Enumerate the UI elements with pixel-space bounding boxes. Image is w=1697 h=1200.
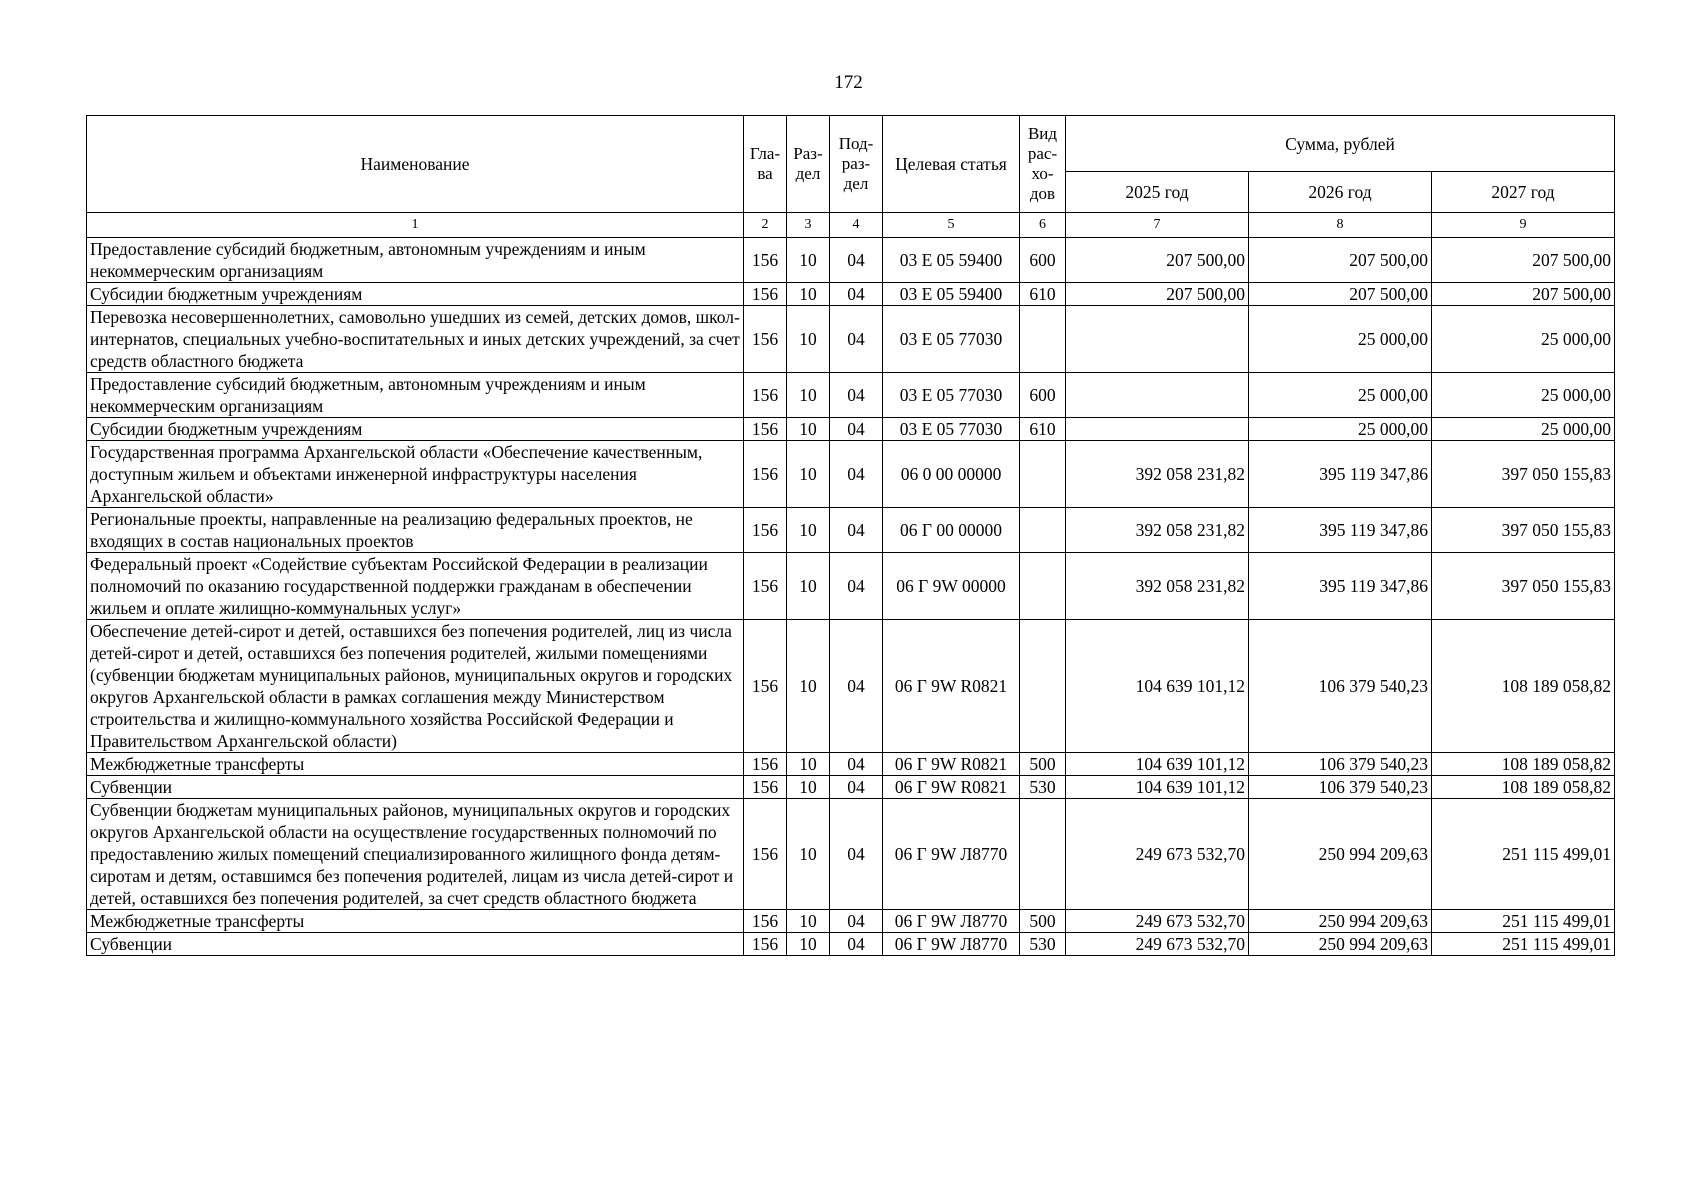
cell-tselevaya-statya: 03 Е 05 77030: [883, 306, 1020, 373]
cell-amount-2026: 395 119 347,86: [1249, 553, 1432, 620]
cell-podrazdel: 04: [830, 283, 883, 306]
column-number: 5: [883, 213, 1020, 238]
cell-amount-2027: 397 050 155,83: [1432, 508, 1615, 553]
cell-amount-2027: 25 000,00: [1432, 373, 1615, 418]
cell-amount-2026: 250 994 209,63: [1249, 910, 1432, 933]
table-row: [87, 283, 1615, 306]
header-glava: Гла-ва: [744, 116, 787, 213]
cell-vid-rashodov: [1020, 620, 1066, 753]
cell-razdel: 10: [787, 910, 830, 933]
cell-name: Предоставление субсидий бюджетным, автономным учреждениям и иным некоммерческим организациям: [87, 238, 744, 283]
cell-name: Субвенции: [87, 933, 744, 956]
cell-tselevaya-statya: 06 Г 9W Л8770: [883, 933, 1020, 956]
cell-glava: 156: [744, 933, 787, 956]
cell-podrazdel: 04: [830, 441, 883, 508]
cell-podrazdel: 04: [830, 553, 883, 620]
cell-podrazdel: 04: [830, 238, 883, 283]
cell-amount-2025: 207 500,00: [1066, 283, 1249, 306]
cell-name: Субсидии бюджетным учреждениям: [87, 418, 744, 441]
cell-amount-2027: 251 115 499,01: [1432, 799, 1615, 910]
cell-razdel: 10: [787, 799, 830, 910]
table-row: [87, 753, 1615, 776]
cell-tselevaya-statya: 06 Г 9W Л8770: [883, 910, 1020, 933]
cell-tselevaya-statya: 06 Г 9W R0821: [883, 776, 1020, 799]
column-number: 1: [87, 213, 744, 238]
cell-amount-2025: 249 673 532,70: [1066, 933, 1249, 956]
cell-amount-2025: 249 673 532,70: [1066, 799, 1249, 910]
cell-name: Предоставление субсидий бюджетным, автономным учреждениям и иным некоммерческим организациям: [87, 373, 744, 418]
cell-name: Межбюджетные трансферты: [87, 910, 744, 933]
table-header: [87, 116, 1615, 213]
column-number: 4: [830, 213, 883, 238]
table-row: [87, 620, 1615, 753]
cell-amount-2026: 106 379 540,23: [1249, 776, 1432, 799]
cell-amount-2027: 108 189 058,82: [1432, 753, 1615, 776]
cell-amount-2025: 392 058 231,82: [1066, 441, 1249, 508]
header-year-2027: 2027 год: [1432, 172, 1615, 213]
cell-amount-2026: 395 119 347,86: [1249, 508, 1432, 553]
table-row: [87, 306, 1615, 373]
cell-amount-2026: 250 994 209,63: [1249, 799, 1432, 910]
cell-name: Федеральный проект «Содействие субъектам Российской Федерации в реализации полномочий по оказанию государственной поддержки гражданам в обеспечении жильем и оплате жилищно-коммунальных услуг»: [87, 553, 744, 620]
cell-podrazdel: 04: [830, 776, 883, 799]
cell-vid-rashodov: 600: [1020, 238, 1066, 283]
cell-podrazdel: 04: [830, 910, 883, 933]
cell-podrazdel: 04: [830, 418, 883, 441]
cell-vid-rashodov: 530: [1020, 933, 1066, 956]
cell-name: Межбюджетные трансферты: [87, 753, 744, 776]
table-row: [87, 238, 1615, 283]
cell-amount-2026: 207 500,00: [1249, 238, 1432, 283]
cell-glava: 156: [744, 283, 787, 306]
cell-razdel: 10: [787, 306, 830, 373]
cell-amount-2027: 397 050 155,83: [1432, 553, 1615, 620]
cell-amount-2027: 251 115 499,01: [1432, 910, 1615, 933]
cell-razdel: 10: [787, 776, 830, 799]
column-number: 7: [1066, 213, 1249, 238]
cell-glava: 156: [744, 418, 787, 441]
cell-glava: 156: [744, 306, 787, 373]
cell-razdel: 10: [787, 238, 830, 283]
column-number: 6: [1020, 213, 1066, 238]
cell-tselevaya-statya: 03 Е 05 77030: [883, 418, 1020, 441]
cell-tselevaya-statya: 03 Е 05 77030: [883, 373, 1020, 418]
cell-vid-rashodov: [1020, 306, 1066, 373]
page-number: 172: [834, 72, 863, 93]
cell-tselevaya-statya: 06 Г 9W R0821: [883, 620, 1020, 753]
cell-podrazdel: 04: [830, 373, 883, 418]
cell-vid-rashodov: 500: [1020, 910, 1066, 933]
cell-amount-2026: 395 119 347,86: [1249, 441, 1432, 508]
header-podrazdel: Под-раз-дел: [830, 116, 883, 213]
column-number-row: [87, 213, 1615, 238]
cell-vid-rashodov: 610: [1020, 283, 1066, 306]
cell-glava: 156: [744, 753, 787, 776]
cell-razdel: 10: [787, 508, 830, 553]
cell-name: Субвенции бюджетам муниципальных районов, муниципальных округов и городских округов Архангельской области на осуществление государственных полномочий по предоставлению жилых помещений специализированного жилищного фонда детям-сиротам и детям, оставшимся без попечения родителей, лицам из числа детей-сирот и детей, оставшихся без попечения родителей, за счет средств областного бюджета: [87, 799, 744, 910]
cell-vid-rashodov: 600: [1020, 373, 1066, 418]
table-row: [87, 508, 1615, 553]
cell-name: Перевозка несовершеннолетних, самовольно ушедших из семей, детских домов, школ-интернатов, специальных учебно-воспитательных и иных детских учреждений, за счет средств областного бюджета: [87, 306, 744, 373]
cell-glava: 156: [744, 238, 787, 283]
cell-amount-2026: 250 994 209,63: [1249, 933, 1432, 956]
cell-glava: 156: [744, 620, 787, 753]
cell-amount-2026: 25 000,00: [1249, 306, 1432, 373]
column-number: 2: [744, 213, 787, 238]
header-name: Наименование: [87, 116, 744, 213]
cell-name: Государственная программа Архангельской области «Обеспечение качественным, доступным жильем и объектами инженерной инфраструктуры населения Архангельской области»: [87, 441, 744, 508]
cell-name: Обеспечение детей-сирот и детей, оставшихся без попечения родителей, лиц из числа детей-сирот и детей, оставшихся без попечения родителей, жилыми помещениями (субвенции бюджетам муниципальных районов, муниципальных округов и городских округов Архангельской области в рамках соглашения между Министерством строительства и жилищно-коммунального хозяйства Российской Федерации и Правительством Архангельской области): [87, 620, 744, 753]
cell-amount-2027: 25 000,00: [1432, 306, 1615, 373]
header-year-2026: 2026 год: [1249, 172, 1432, 213]
header-razdel: Раз-дел: [787, 116, 830, 213]
cell-name: Региональные проекты, направленные на реализацию федеральных проектов, не входящих в состав национальных проектов: [87, 508, 744, 553]
cell-razdel: 10: [787, 441, 830, 508]
cell-razdel: 10: [787, 418, 830, 441]
cell-amount-2026: 106 379 540,23: [1249, 620, 1432, 753]
cell-amount-2027: 108 189 058,82: [1432, 620, 1615, 753]
cell-tselevaya-statya: 06 0 00 00000: [883, 441, 1020, 508]
cell-glava: 156: [744, 799, 787, 910]
column-number: 3: [787, 213, 830, 238]
cell-vid-rashodov: 500: [1020, 753, 1066, 776]
cell-glava: 156: [744, 373, 787, 418]
budget-table: [86, 115, 1615, 956]
cell-podrazdel: 04: [830, 753, 883, 776]
cell-amount-2025: [1066, 418, 1249, 441]
cell-amount-2025: 249 673 532,70: [1066, 910, 1249, 933]
cell-podrazdel: 04: [830, 799, 883, 910]
cell-podrazdel: 04: [830, 508, 883, 553]
table-body: [87, 213, 1615, 956]
cell-glava: 156: [744, 553, 787, 620]
cell-glava: 156: [744, 910, 787, 933]
table-row: [87, 373, 1615, 418]
cell-amount-2025: 207 500,00: [1066, 238, 1249, 283]
cell-vid-rashodov: [1020, 799, 1066, 910]
cell-tselevaya-statya: 03 Е 05 59400: [883, 238, 1020, 283]
cell-amount-2027: 207 500,00: [1432, 283, 1615, 306]
table-row: [87, 441, 1615, 508]
cell-name: Субвенции: [87, 776, 744, 799]
cell-vid-rashodov: [1020, 508, 1066, 553]
cell-vid-rashodov: 610: [1020, 418, 1066, 441]
cell-amount-2026: 207 500,00: [1249, 283, 1432, 306]
header-vid-rashodov: Вид рас-хо-дов: [1020, 116, 1066, 213]
header-tselevaya-statya: Целевая статья: [883, 116, 1020, 213]
cell-glava: 156: [744, 508, 787, 553]
table-row: [87, 799, 1615, 910]
cell-glava: 156: [744, 776, 787, 799]
column-number: 8: [1249, 213, 1432, 238]
cell-podrazdel: 04: [830, 306, 883, 373]
cell-name: Субсидии бюджетным учреждениям: [87, 283, 744, 306]
cell-vid-rashodov: [1020, 441, 1066, 508]
cell-amount-2025: 392 058 231,82: [1066, 508, 1249, 553]
cell-podrazdel: 04: [830, 620, 883, 753]
cell-razdel: 10: [787, 553, 830, 620]
cell-amount-2027: 25 000,00: [1432, 418, 1615, 441]
cell-amount-2027: 207 500,00: [1432, 238, 1615, 283]
cell-razdel: 10: [787, 620, 830, 753]
cell-podrazdel: 04: [830, 933, 883, 956]
cell-tselevaya-statya: 06 Г 9W R0821: [883, 753, 1020, 776]
cell-tselevaya-statya: 06 Г 00 00000: [883, 508, 1020, 553]
column-number: 9: [1432, 213, 1615, 238]
cell-vid-rashodov: [1020, 553, 1066, 620]
cell-amount-2027: 397 050 155,83: [1432, 441, 1615, 508]
cell-razdel: 10: [787, 373, 830, 418]
cell-razdel: 10: [787, 933, 830, 956]
cell-amount-2026: 25 000,00: [1249, 418, 1432, 441]
cell-amount-2025: 392 058 231,82: [1066, 553, 1249, 620]
cell-amount-2025: 104 639 101,12: [1066, 620, 1249, 753]
table-row: [87, 910, 1615, 933]
cell-amount-2026: 106 379 540,23: [1249, 753, 1432, 776]
cell-razdel: 10: [787, 283, 830, 306]
cell-amount-2026: 25 000,00: [1249, 373, 1432, 418]
header-summa: Сумма, рублей: [1066, 116, 1615, 172]
cell-amount-2027: 108 189 058,82: [1432, 776, 1615, 799]
cell-tselevaya-statya: 06 Г 9W Л8770: [883, 799, 1020, 910]
table-row: [87, 553, 1615, 620]
cell-vid-rashodov: 530: [1020, 776, 1066, 799]
cell-razdel: 10: [787, 753, 830, 776]
cell-amount-2025: 104 639 101,12: [1066, 776, 1249, 799]
table-row: [87, 933, 1615, 956]
cell-amount-2027: 251 115 499,01: [1432, 933, 1615, 956]
cell-amount-2025: [1066, 306, 1249, 373]
cell-amount-2025: [1066, 373, 1249, 418]
cell-tselevaya-statya: 06 Г 9W 00000: [883, 553, 1020, 620]
table-row: [87, 418, 1615, 441]
cell-amount-2025: 104 639 101,12: [1066, 753, 1249, 776]
table-row: [87, 776, 1615, 799]
cell-glava: 156: [744, 441, 787, 508]
cell-tselevaya-statya: 03 Е 05 59400: [883, 283, 1020, 306]
header-year-2025: 2025 год: [1066, 172, 1249, 213]
